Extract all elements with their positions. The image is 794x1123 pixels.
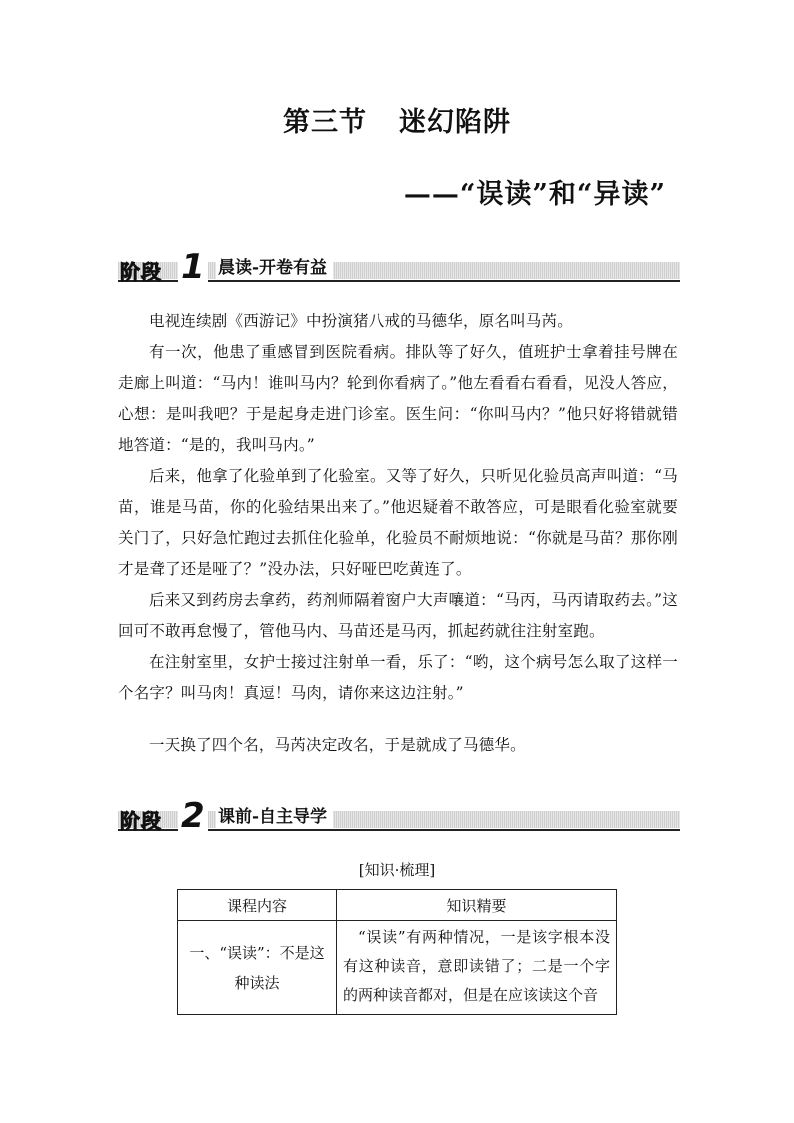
content-cell: “误读”有两种情况，一是该字根本没有这种读音，意即读错了；二是一个字的两种读音都对，但是在应该读这个音 [337,921,617,1015]
page-subtitle: ——“误读”和“异读” [403,179,666,210]
story-paragraph: 电视连续剧《西游记》中扮演猪八戒的马德华，原名叫马芮。 [149,312,573,330]
stage-number: 2 [178,796,208,836]
story-paragraph: 后来，他拿了化验单到了化验室。又等了好久，只听见化验员高声叫道：“马苗，谁是马苗，你的化验结果出来了。”他迟疑着不敢答应，可是眼看化验室就要关门了，只好急忙跑过去抓住化验单，化验员不耐烦地说：“你就是马苗？那你刚才是聋了还是哑了？”没办法，只好哑巴吃黄连了。 [118,467,678,578]
story-paragraph: 有一次，他患了重感冒到医院看病。排队等了好久，值班护士拿着挂号牌在走廊上叫道：“马内！谁叫马内？轮到你看病了。”他左看看右看看，见没人答应，心想：是叫我吧？于是起身走进门诊室。医生问：“你叫马内？”他只好将错就错地答道：“是的，我叫马内。” [118,343,678,454]
stage-tag: 阶段 [120,260,162,284]
column-header-topic: 课程内容 [178,890,337,921]
page-title [0,100,794,139]
stage-label: 晨读-开卷有益 [216,257,333,279]
story-paragraph: 在注射室里，女护士接过注射单一看，乐了：“哟，这个病号怎么取了这样一个名字？叫马肉！真逗！马肉，请你来这边注射。” [118,653,678,702]
story-paragraph: 后来又到药房去拿药，药剂师隔着窗户大声嚷道：“马丙，马丙请取药去。”这回可不敢再怠慢了，管他马内、马苗还是马丙，抓起药就往注射室跑。 [118,591,678,640]
story-paragraph: 一天换了四个名，马芮决定改名，于是就成了马德华。 [149,736,526,754]
column-header-content: 知识精要 [337,890,617,921]
stage-banner-1 [118,247,680,287]
stage-banner-2 [118,796,680,836]
knowledge-caption: [知识·梳理] [358,861,436,879]
stage-number: 1 [178,247,208,287]
knowledge-table [177,889,617,1015]
section-title: 迷幻陷阱 [399,107,511,138]
section-number: 第三节 [283,107,367,138]
stage-tag: 阶段 [120,809,162,833]
topic-cell: 一、“误读”：不是这种读法 [178,921,337,1015]
table-row [178,921,617,1015]
stage-label: 课前-自主导学 [216,806,333,828]
table-header-row [178,890,617,921]
